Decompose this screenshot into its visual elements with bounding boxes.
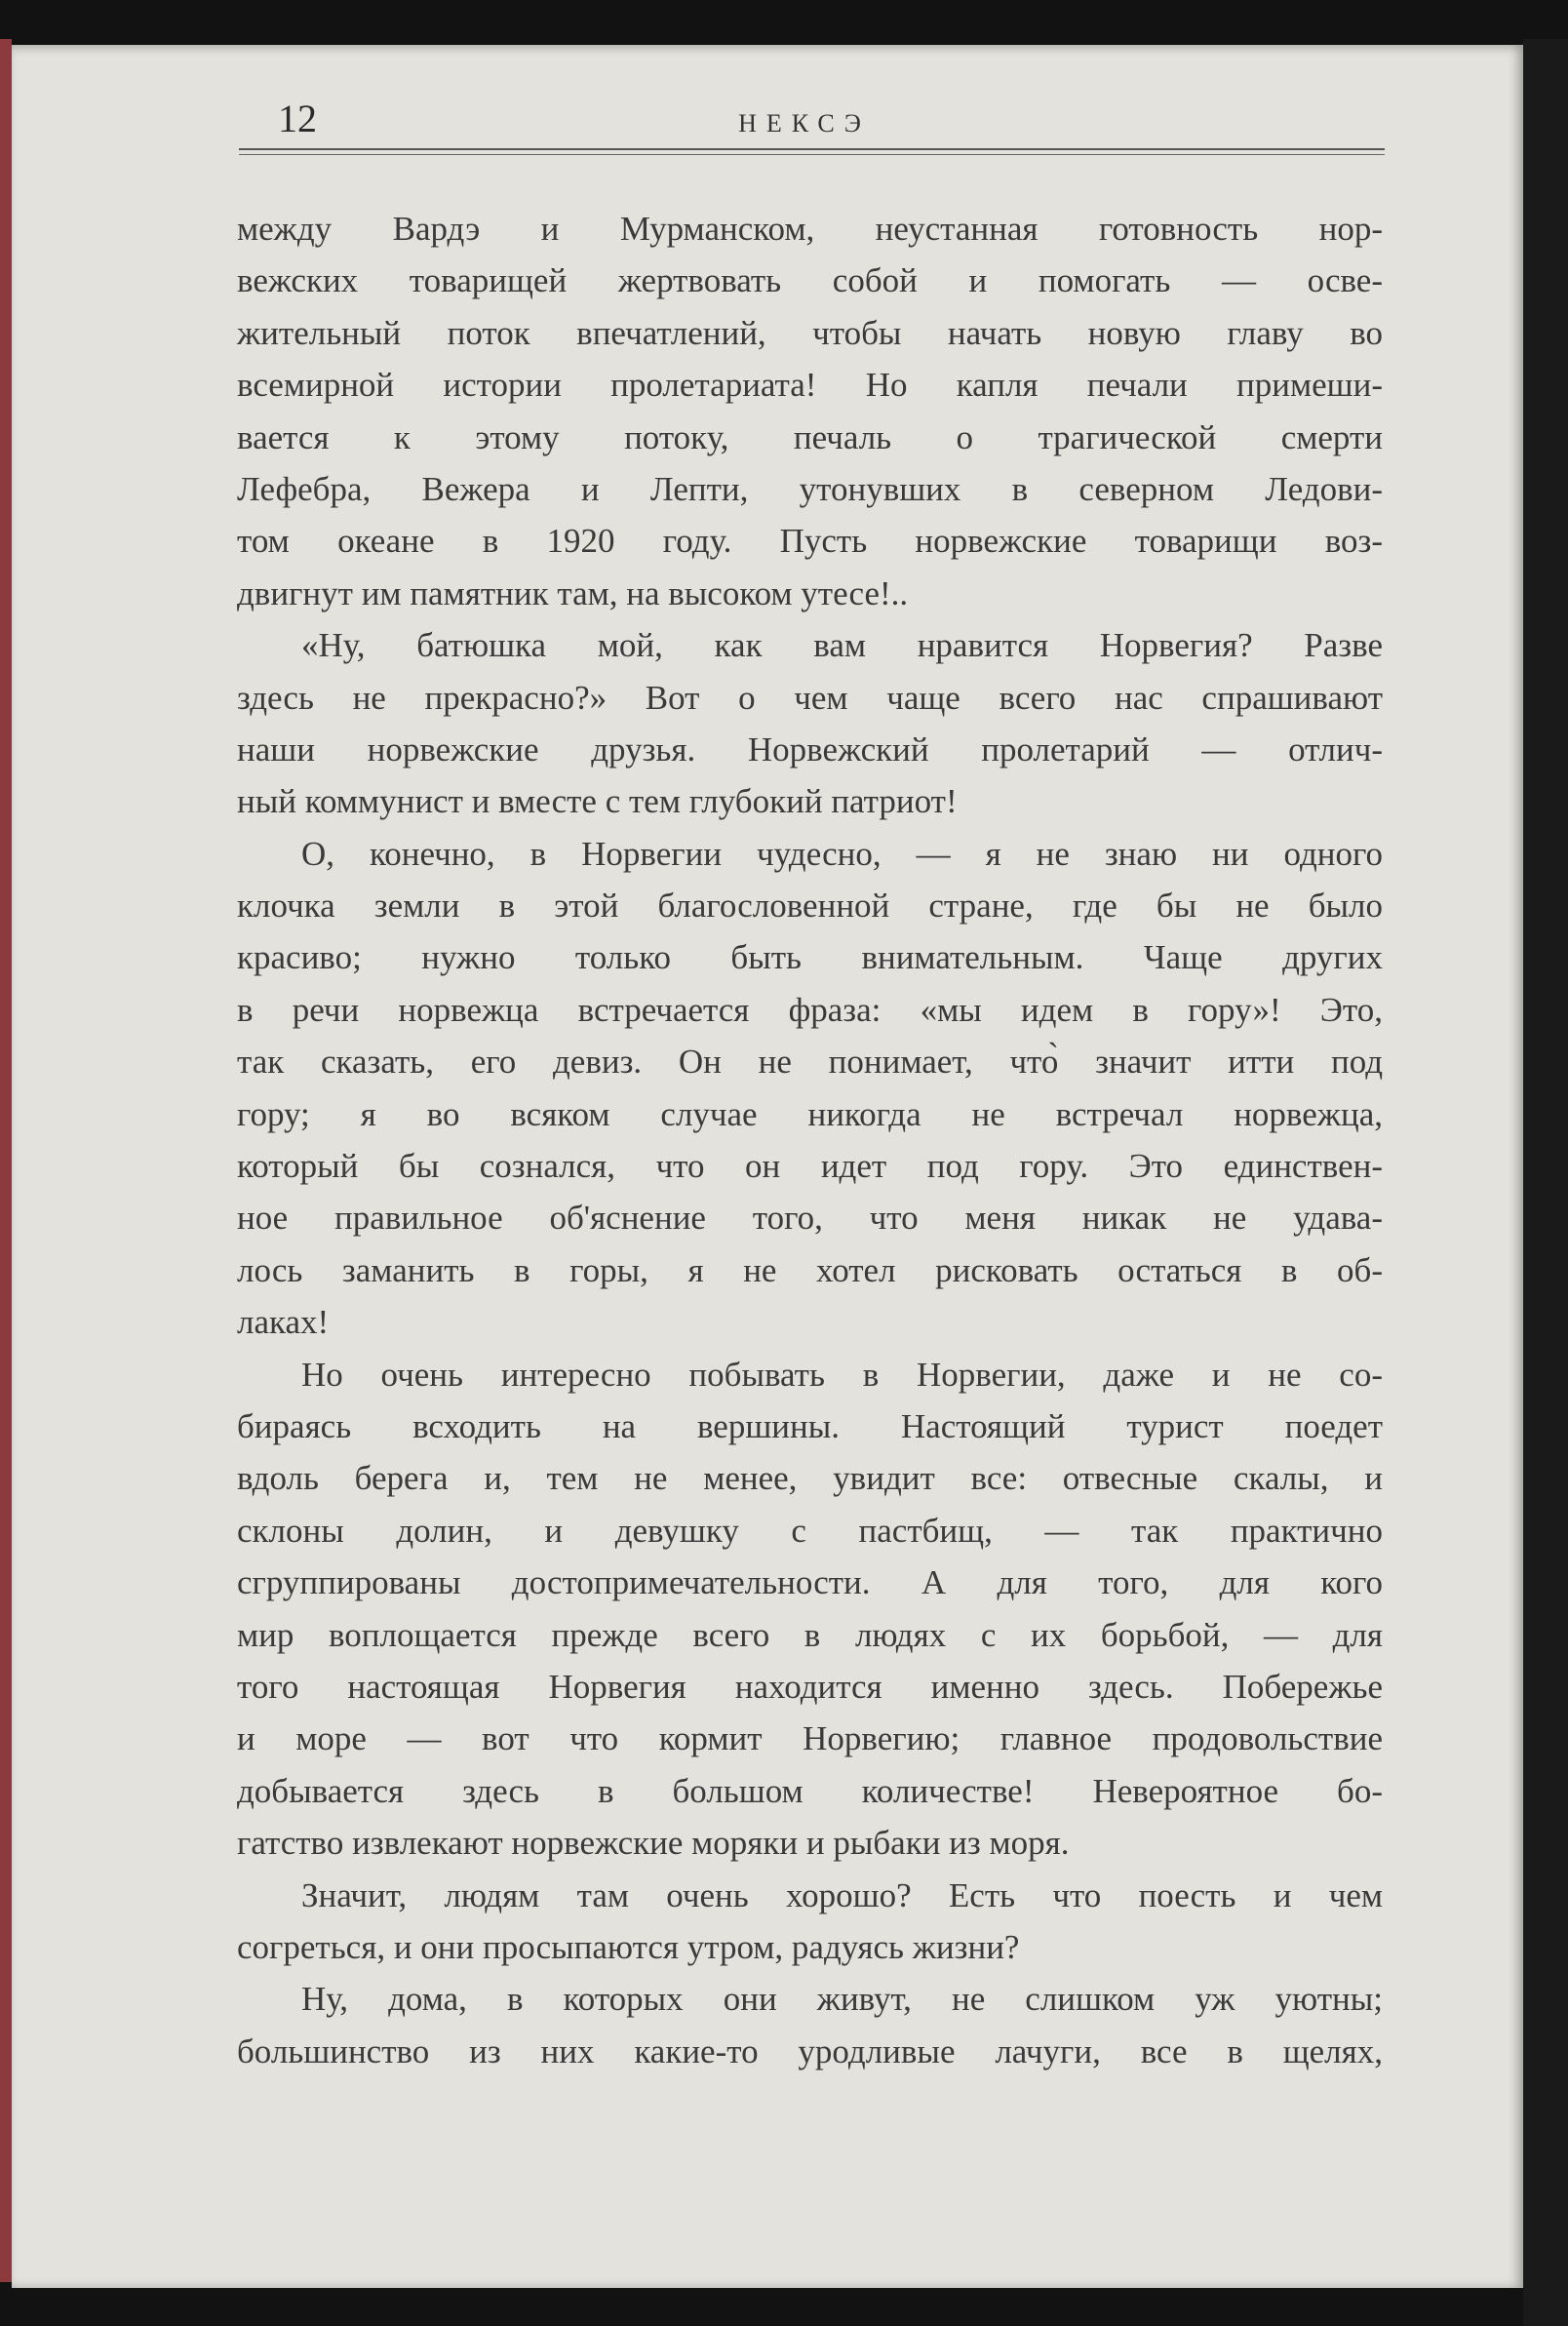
text-line: сгруппированы достопримечательности. А для того, для кого	[237, 1563, 1383, 1602]
text-line: красиво; нужно только быть внимательным. Чаще других	[237, 938, 1383, 977]
text-line: Лефебра, Вежера и Лепти, утонувших в северном Ледови-	[237, 469, 1383, 508]
text-line: добывается здесь в большом количестве! Невероятное бо-	[237, 1771, 1383, 1810]
text-line: склоны долин, и девушку с пастбищ, — так практично	[237, 1511, 1383, 1550]
text-line: Ну, дома, в которых они живут, не слишком уж уютны;	[301, 1980, 1383, 2019]
text-line: бираясь всходить на вершины. Настоящий турист поедет	[237, 1406, 1383, 1445]
text-line: гатство извлекают норвежские моряки и рыбаки из моря.	[237, 1824, 1070, 1863]
text-line: здесь не прекрасно?» Вот о чем чаще всего нас спрашивают	[237, 678, 1383, 717]
running-title: НЕКСЭ	[738, 109, 871, 138]
text-line: «Ну, батюшка мой, как вам нравится Норвегия? Разве	[301, 626, 1383, 665]
binding-edge	[1523, 39, 1568, 2326]
text-line: мир воплощается прежде всего в людях с их борьбой, — для	[237, 1615, 1383, 1654]
text-line: большинство из них какие-то уродливые лачуги, все в щелях,	[237, 2031, 1383, 2070]
text-line: вежских товарищей жертвовать собой и помогать — осве-	[237, 261, 1383, 300]
body-text	[237, 203, 1383, 2077]
text-line: ное правильное об'яснение того, что меня никак не удава-	[237, 1199, 1383, 1238]
text-line: между Вардэ и Мурманском, неустанная готовность нор-	[237, 210, 1383, 248]
text-line: Значит, людям там очень хорошо? Есть что поесть и чем	[301, 1875, 1383, 1914]
text-line: ный коммунист и вместе с тем глубокий патриот!	[237, 782, 958, 821]
book-cover-edge	[0, 39, 12, 2282]
text-line: наши норвежские друзья. Норвежский пролетарий — отлич-	[237, 729, 1383, 769]
page-header	[224, 90, 1385, 148]
text-line: О, конечно, в Норвегии чудесно, — я не знаю ни одного	[301, 834, 1383, 873]
text-line: двигнут им памятник там, на высоком утесе!..	[237, 573, 909, 612]
header-rule-thin	[239, 154, 1385, 155]
text-line: того настоящая Норвегия находится именно здесь. Побережье	[237, 1667, 1383, 1706]
text-line: вдоль берега и, тем не менее, увидит все: отвесные скалы, и	[237, 1459, 1383, 1498]
text-line: лаках!	[237, 1303, 330, 1342]
page-number: 12	[278, 97, 317, 140]
text-line: так сказать, его девиз. Он не понимает, что̀ значит итти под	[237, 1043, 1383, 1082]
text-line: гору; я во всяком случае никогда не встречал норвежца,	[237, 1094, 1383, 1133]
text-line: согреться, и они просыпаются утром, радуясь жизни?	[237, 1927, 1020, 1966]
text-line: клочка земли в этой благословенной стране, где бы не было	[237, 887, 1383, 926]
text-line: вается к этому потоку, печаль о трагической смерти	[237, 417, 1383, 456]
text-line: всемирной истории пролетариата! Но капля печали примеши-	[237, 366, 1383, 405]
header-rule	[239, 148, 1385, 150]
text-line: который бы сознался, что он идет под гору. Это единствен-	[237, 1147, 1383, 1186]
text-line: и море — вот что кормит Норвегию; главное продовольствие	[237, 1719, 1383, 1758]
text-line: Но очень интересно побывать в Норвегии, даже и не со-	[301, 1355, 1383, 1394]
text-line: в речи норвежца встречается фраза: «мы идем в гору»! Это,	[237, 990, 1383, 1029]
text-line: жительный поток впечатлений, чтобы начать новую главу во	[237, 313, 1383, 352]
text-line: лось заманить в горы, я не хотел рисковать остаться в об-	[237, 1250, 1383, 1289]
text-line: том океане в 1920 году. Пусть норвежские товарищи воз-	[237, 522, 1383, 561]
